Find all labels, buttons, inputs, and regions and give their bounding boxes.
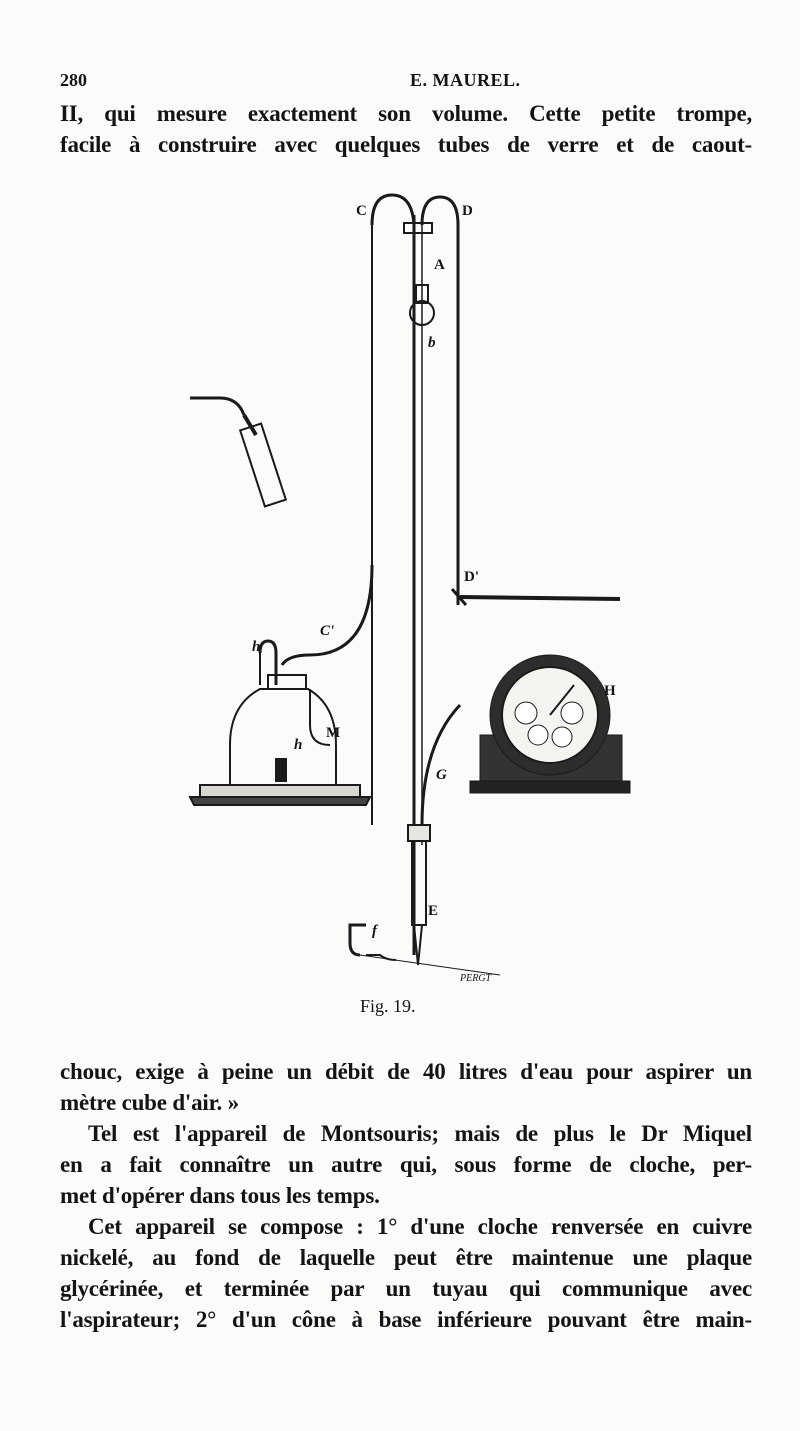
tube-g <box>422 705 460 825</box>
label-g: G <box>436 767 447 783</box>
tube-c-prime <box>282 565 372 665</box>
label-e: E <box>428 903 439 919</box>
engraver-signature: PERGT <box>460 973 492 984</box>
label-m: M <box>326 725 341 741</box>
paragraph-bottom <box>60 1056 752 1335</box>
label-h: h <box>252 639 261 655</box>
label-b: b <box>428 335 436 351</box>
label-d: D <box>462 203 473 219</box>
text-line: mètre cube d'air. » <box>60 1090 239 1115</box>
collar-top <box>404 223 432 233</box>
running-header <box>60 70 750 96</box>
label-h-meter: H <box>604 683 616 699</box>
gas-meter-h <box>470 655 630 793</box>
text-line: chouc, exige à peine un débit de 40 litres d'eau pour aspirer un <box>60 1059 752 1084</box>
trompe-e <box>350 825 500 975</box>
paragraph-top <box>60 98 752 160</box>
side-valve <box>190 398 244 415</box>
page-number: 280 <box>60 70 87 90</box>
label-d-prime: D' <box>464 569 479 585</box>
text-line: l'aspirateur; 2° d'un cône à base inférieure pouvant être main- <box>60 1307 752 1332</box>
text-line: en a fait connaître un autre qui, sous forme de cloche, per- <box>60 1152 752 1177</box>
label-a: A <box>434 257 445 273</box>
label-c-prime: C' <box>320 623 335 639</box>
running-title: E. MAUREL. <box>410 70 521 90</box>
tube-top-bend-left <box>372 195 414 225</box>
text-line: met d'opérer dans tous les temps. <box>60 1183 380 1208</box>
figure-caption: Fig. 19. <box>360 996 416 1016</box>
text-line: Cet appareil se compose : 1° d'une cloche renversée en cuivre <box>88 1214 752 1239</box>
bottle-m <box>190 641 370 805</box>
label-h-lower: h <box>294 737 303 753</box>
text-line: II, qui mesure exactement son volume. Cette petite trompe, <box>60 101 752 126</box>
text-line: facile à construire avec quelques tubes de verre et de caout- <box>60 132 752 157</box>
arm-d-prime <box>460 597 620 599</box>
label-c: C <box>356 203 367 219</box>
vial <box>240 424 286 507</box>
figure-apparatus <box>160 185 640 1005</box>
text-line: glycérinée, et terminée par un tuyau qui communique avec <box>60 1276 752 1301</box>
text-line: nickelé, au fond de laquelle peut être maintenue une plaque <box>60 1245 752 1270</box>
text-line: Tel est l'appareil de Montsouris; mais de plus le Dr Miquel <box>88 1121 752 1146</box>
label-f: f <box>372 923 377 939</box>
